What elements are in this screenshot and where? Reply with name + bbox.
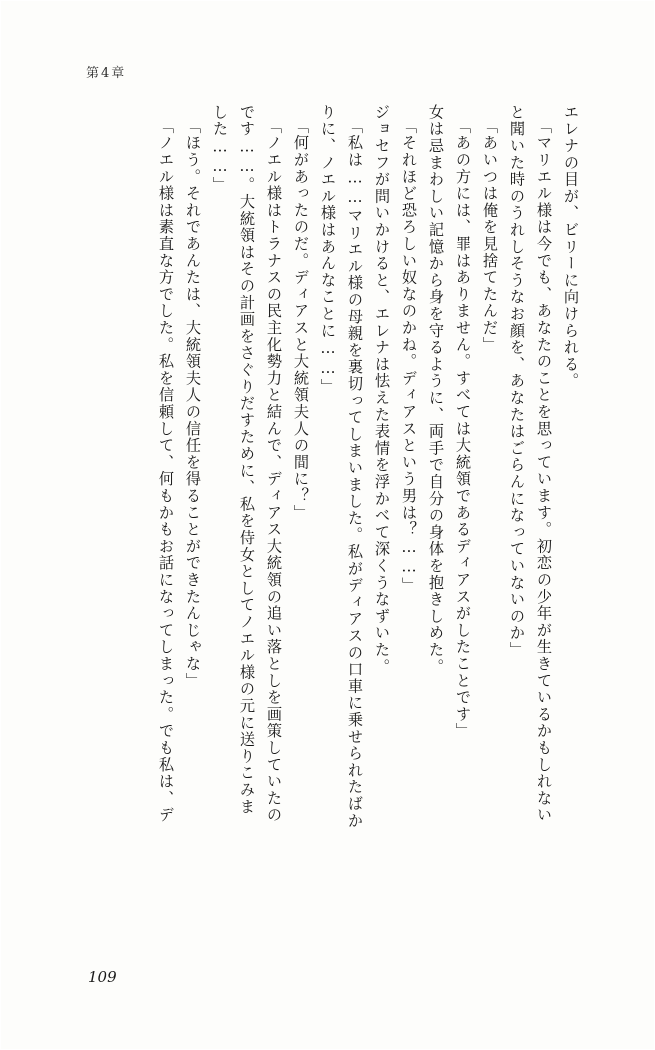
text-column: 「ノエル様はトラナスの民主化勢力と結んで、ディアス大統領の追い落としを画策していたの <box>265 118 283 824</box>
text-column: と聞いた時のうれしそうなお顔を、あなたはごらんになっていないのか」 <box>508 104 526 659</box>
text-column: りに、ノエル様はあんなことに……」 <box>319 104 337 396</box>
text-column: 「マリエル様は今でも、あなたのことを思っています。初恋の少年が生きているかもしれない <box>535 118 553 824</box>
text-column: エレナの目が、ビリーに向けられる。 <box>562 104 580 390</box>
text-column: 「私は……マリエル様の母親を裏切ってしまいました。私がディアスの口車に乗せられたばか <box>346 118 364 830</box>
text-column: 「ほう。それであんたは、大統領夫人の信任を得ることができたんじゃな」 <box>184 118 202 690</box>
text-column: 女は忌まわしい記憶から身を守るように、両手で自分の身体を抱きしめた。 <box>427 104 445 676</box>
page-number: 109 <box>88 968 117 986</box>
running-head: 第4章 <box>86 66 127 81</box>
text-column: 「それほど恐ろしい奴なのかね。ディアスという男は？……」 <box>400 118 418 594</box>
text-column: ジョセフが問いかけると、エレナは怯えた表情を浮かべて深くうなずいた。 <box>373 104 391 676</box>
text-column: 「ノエル様は素直な方でした。私を信頼して、何もかもお話になってしまった。でも私は、デ <box>157 118 175 824</box>
text-column: です……。大統領はその計画をさぐりだすために、私を侍女としてノエル様の元に送りこみま <box>238 104 256 816</box>
text-column: した……」 <box>211 104 229 194</box>
text-column: 「何があったのだ。ディアスと大統領夫人の間に？」 <box>292 118 310 522</box>
vertical-text-block <box>78 104 578 932</box>
text-column: 「あいつは俺を見捨てたんだ」 <box>481 118 499 354</box>
text-column: 「あの方には、罪はありません。すべては大統領であるディアスがしたことです」 <box>454 118 472 740</box>
